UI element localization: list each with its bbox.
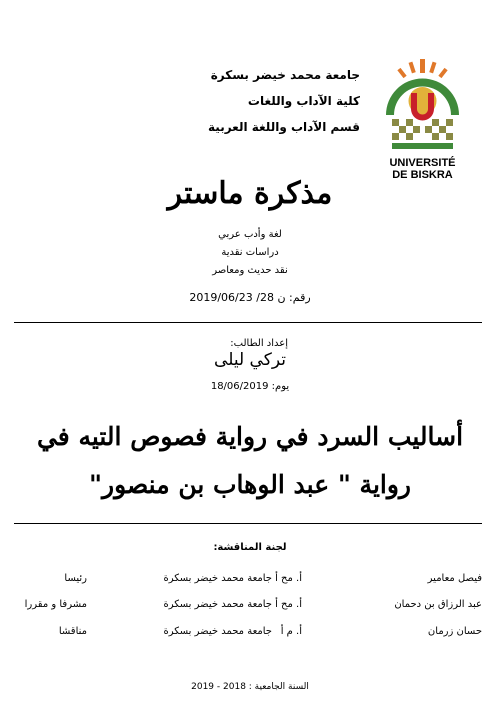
- reference-line: [0, 291, 500, 304]
- department-name: قسم الآداب واللغة العربية: [208, 120, 360, 134]
- field-of-study: لغة وأدب عربي: [218, 229, 282, 240]
- study-track: دراسات نقدية: [221, 247, 279, 258]
- member-name: عبد الرزاق بن دحمان: [394, 599, 482, 610]
- member-rank: أ. مح أ: [275, 573, 302, 584]
- member-role: مشرفا و مقررا: [24, 599, 87, 610]
- member-name: فيصل معامير: [427, 573, 482, 584]
- academic-year: السنة الجامعية : 2018 - 2019: [191, 682, 309, 692]
- faculty-name: كلية الآداب واللغات: [247, 94, 360, 108]
- member-institution: جامعة محمد خيضر بسكرة: [163, 626, 272, 637]
- memo-title: مذكرة ماستر: [167, 176, 333, 211]
- divider-bottom: [14, 523, 482, 524]
- member-rank: أ. مح أ: [275, 599, 302, 610]
- reference-date: 2019/06/23: [189, 291, 253, 304]
- logo-line-2: DE BISKRA: [392, 169, 453, 181]
- logo-line-1: UNIVERSITÉ: [389, 157, 456, 169]
- committee-member: [14, 573, 482, 589]
- thesis-title-line-1: أساليب السرد في رواية فصوص التيه في: [36, 422, 464, 451]
- thesis-title-line-2: رواية " عبد الوهاب بن منصور": [88, 470, 411, 499]
- member-role: مناقشا: [58, 626, 87, 637]
- member-institution: جامعة محمد خيضر بسكرة: [163, 573, 272, 584]
- student-name: تركي ليلى: [214, 350, 286, 370]
- member-rank: أ. م أ: [280, 626, 302, 637]
- reference-label: رقم: ن 28/: [256, 291, 311, 304]
- member-name: حسان زرمان: [427, 626, 482, 637]
- specialty: نقد حديث ومعاصر: [212, 265, 288, 276]
- biskra-emblem-icon: [380, 57, 465, 153]
- day-date: 18/06/2019: [210, 381, 269, 392]
- member-institution: جامعة محمد خيضر بسكرة: [163, 599, 272, 610]
- prepared-by-label: إعداد الطالب:: [230, 338, 288, 349]
- university-logo: [380, 57, 465, 180]
- member-role: رئيسا: [64, 573, 87, 584]
- committee-member: [14, 599, 482, 615]
- university-name: جامعة محمد خيضر بسكرة: [210, 68, 360, 82]
- divider-top: [14, 322, 482, 323]
- committee-member: [14, 626, 482, 642]
- defense-date-line: [0, 381, 500, 392]
- day-label: يوم:: [271, 381, 290, 392]
- committee-title: لجنة المناقشة:: [213, 542, 287, 553]
